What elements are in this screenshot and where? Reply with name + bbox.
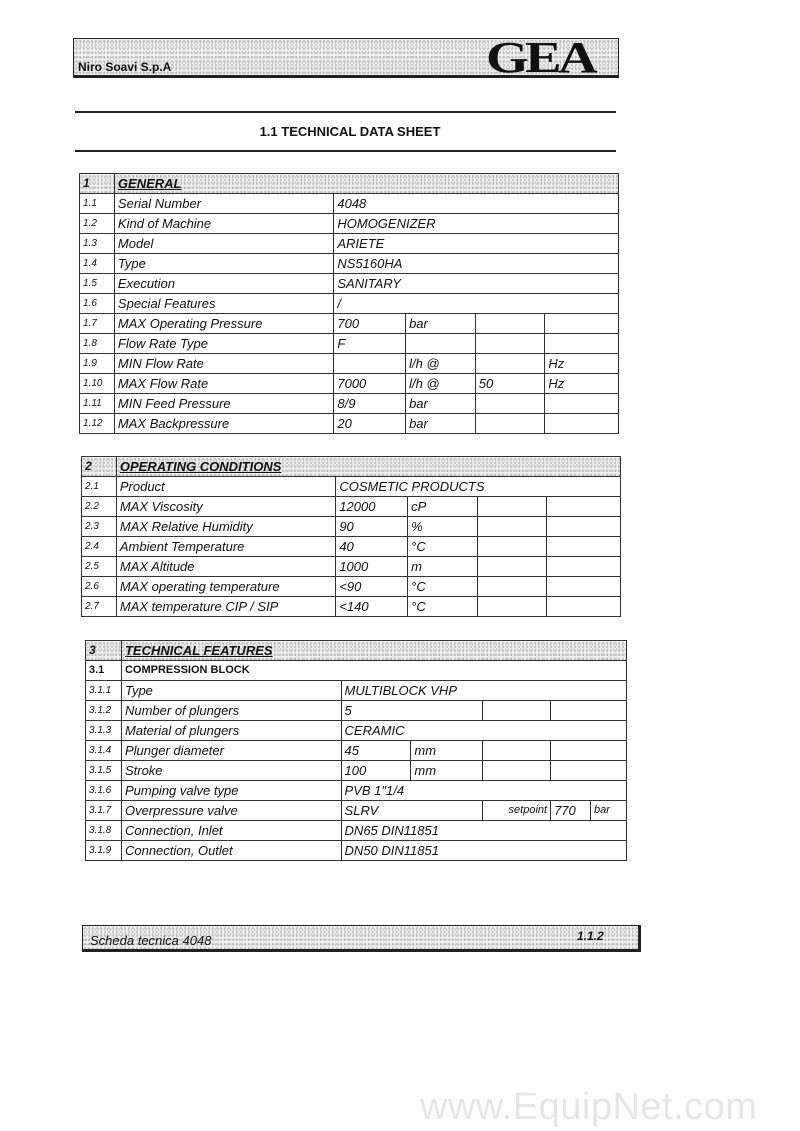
- page-title: 1.1 TECHNICAL DATA SHEET: [259, 124, 441, 139]
- table-row: 2.5 MAX Altitude 1000 m: [82, 557, 621, 577]
- table-row: 2.4 Ambient Temperature 40 °C: [82, 537, 621, 557]
- table-row: 2.7 MAX temperature CIP / SIP <140 °C: [82, 597, 621, 617]
- table-row: 2.6 MAX operating temperature <90 °C: [82, 577, 621, 597]
- table-row: 1.6 Special Features /: [80, 294, 619, 314]
- section-header-technical: 3 TECHNICAL FEATURES: [86, 641, 627, 661]
- table-row: 1.5 Execution SANITARY: [80, 274, 619, 294]
- section-title-general: GENERAL: [114, 174, 618, 194]
- company-name: Niro Soavi S.p.A: [78, 60, 172, 74]
- section-header-operating: 2 OPERATING CONDITIONS: [82, 457, 621, 477]
- table-row: 3.1.2 Number of plungers 5: [86, 701, 627, 721]
- table-row: 1.2 Kind of Machine HOMOGENIZER: [80, 214, 619, 234]
- table-row: 1.7 MAX Operating Pressure 700 bar: [80, 314, 619, 334]
- table-row: 3.1.4 Plunger diameter 45 mm: [86, 741, 627, 761]
- general-table: [79, 173, 619, 434]
- subsection-header-compression-block: 3.1 COMPRESSION BLOCK: [86, 661, 627, 681]
- table-row: 3.1.8 Connection, Inlet DN65 DIN11851: [86, 821, 627, 841]
- table-row: 3.1.1 Type MULTIBLOCK VHP: [86, 681, 627, 701]
- title-bottom-rule: [75, 150, 616, 152]
- table-row: 1.11 MIN Feed Pressure 8/9 bar: [80, 394, 619, 414]
- table-row: 3.1.5 Stroke 100 mm: [86, 761, 627, 781]
- table-row: 2.2 MAX Viscosity 12000 cP: [82, 497, 621, 517]
- table-row: 2.3 MAX Relative Humidity 90 %: [82, 517, 621, 537]
- section-title-technical: TECHNICAL FEATURES: [121, 641, 626, 661]
- gea-logo: GEA: [486, 33, 594, 82]
- title-top-rule: [75, 111, 616, 113]
- table-row: 3.1.7 Overpressure valve SLRV setpoint 770 bar: [86, 801, 627, 821]
- watermark: www.EquipNet.com: [420, 1086, 758, 1128]
- technical-features-table: [85, 640, 627, 861]
- table-row: 1.10 MAX Flow Rate 7000 l/h @ 50 Hz: [80, 374, 619, 394]
- section-header-general: 1 GENERAL: [80, 174, 619, 194]
- operating-conditions-table: [81, 456, 621, 617]
- table-row: 2.1 Product COSMETIC PRODUCTS: [82, 477, 621, 497]
- footer-page-number: 1.1.2: [577, 929, 604, 943]
- table-row: 3.1.9 Connection, Outlet DN50 DIN11851: [86, 841, 627, 861]
- table-row: 1.8 Flow Rate Type F: [80, 334, 619, 354]
- table-row: 1.9 MIN Flow Rate l/h @ Hz: [80, 354, 619, 374]
- table-row: 1.3 Model ARIETE: [80, 234, 619, 254]
- table-row: 1.12 MAX Backpressure 20 bar: [80, 414, 619, 434]
- section-title-operating: OPERATING CONDITIONS: [116, 457, 620, 477]
- table-row: 3.1.6 Pumping valve type PVB 1"1/4: [86, 781, 627, 801]
- footer-document-name: Scheda tecnica 4048: [90, 933, 212, 948]
- table-row: 1.1 Serial Number 4048: [80, 194, 619, 214]
- table-row: 1.4 Type NS5160HA: [80, 254, 619, 274]
- table-row: 3.1.3 Material of plungers CERAMIC: [86, 721, 627, 741]
